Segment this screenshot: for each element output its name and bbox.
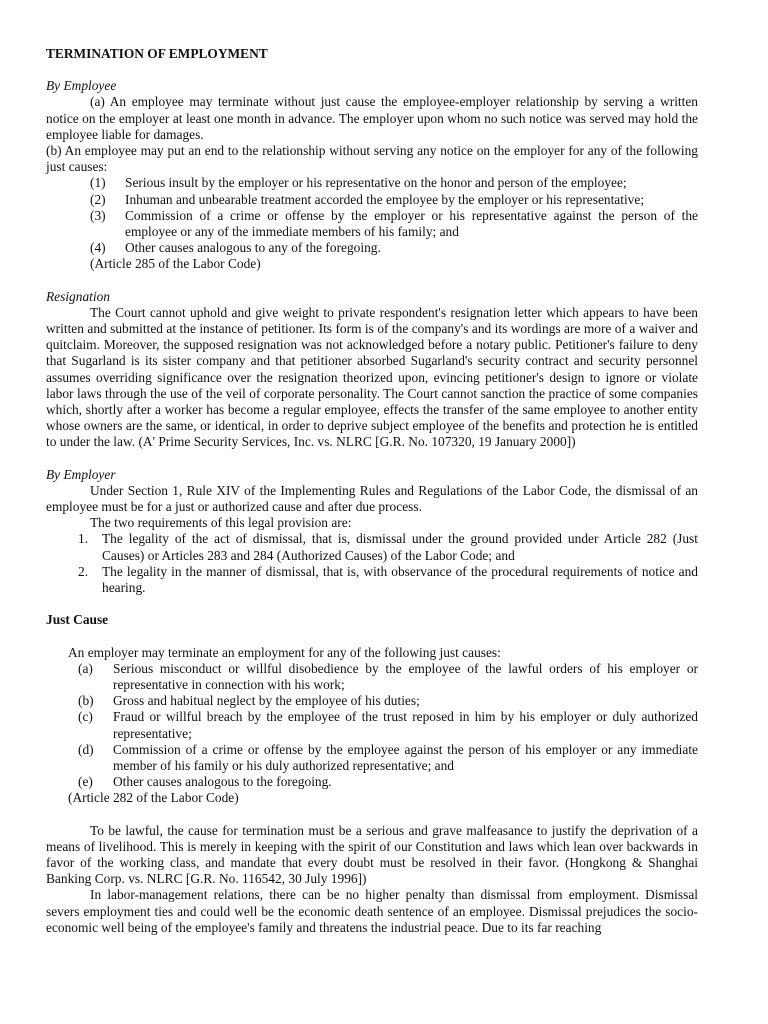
resignation-text: The Court cannot uphold and give weight to private respondent's resignation letter which appears to have been written and submitted at the instance of petitioner. Its form is of the company's and its wordings are more of a waiver and quitclaim. Moreover, the supposed resignation was not acknowledged before a notary public. Petitioner's failure to deny that Sugarland is its sister company and that petitioner absorbed Sugarland's security contract and security personnel assumes overriding significance over the resignation theorized upon, evincing petitioner's design to ignore or violate labor laws through the use of the veil of corporate personality. The Court cannot sanction the practice of some companies which, shortly after a worker has become a regular employee, effects the transfer of the same employee to another entity whose owners are the same, or identical, in order to deprive subject employee of the benefits and protection he is entitled to under the law. (A' Prime Security Services, Inc. vs. NLRC [G.R. No. 107320, 19 January 2000])	[46, 304, 698, 450]
just-cause-intro: An employer may terminate an employment for any of the following just causes:	[68, 644, 501, 660]
item-text: Serious insult by the employer or his representative on the honor and person of the employee;	[125, 175, 627, 191]
by-employee-para-a: (a) An employee may terminate without just cause the employee-employer relationship by serving a written notice on the employer at least one month in advance. The employer upon whom no such notice was served may hold the employee liable for damages.	[46, 94, 698, 142]
just-cause-para-1: To be lawful, the cause for termination must be a serious and grave malfeasance to justify the deprivation of a means of livelihood. This is merely in keeping with the spirit of our Constitution and laws which lean over backwards in favor of the working class, and mandate that every doubt must be resolved in their favor. (Hongkong & Shanghai Banking Corp. vs. NLRC [G.R. No. 116542, 30 July 1996])	[46, 822, 698, 887]
just-cause-heading: Just Cause	[46, 612, 109, 628]
by-employee-para-b: (b) An employee may put an end to the relationship without serving any notice on the employer for any of the following just causes:	[46, 143, 698, 175]
list-item	[90, 175, 698, 191]
item-text: Commission of a crime or offense by the employee against the person of his employer or any immediate member of his family or his duly authorized representative; and	[113, 741, 698, 773]
item-text: Gross and habitual neglect by the employee of his duties;	[113, 693, 420, 709]
employer-just-causes-list	[78, 661, 698, 791]
by-employer-heading: By Employer	[46, 466, 116, 482]
list-item	[78, 693, 698, 709]
list-item	[90, 192, 698, 208]
by-employee-citation: (Article 285 of the Labor Code)	[90, 256, 261, 272]
by-employer-para-1: Under Section 1, Rule XIV of the Implementing Rules and Regulations of the Labor Code, the dismissal of an employee must be for a just or authorized cause and after due process.	[46, 482, 698, 515]
item-text: Commission of a crime or offense by the employer or his representative against the person of the employee or any of the immediate members of his family; and	[125, 207, 698, 240]
just-cause-para-2: In labor-management relations, there can be no higher penalty than dismissal from employment. Dismissal severs employment ties and could well be the economic death sentence of an employee. Dismissal prejudices the socio-economic well being of the employee's family and threatens the industrial peace. Due to its far reaching	[46, 887, 698, 935]
list-item	[78, 774, 698, 790]
resignation-heading: Resignation	[46, 288, 110, 304]
list-item	[78, 531, 698, 563]
list-item	[78, 564, 698, 596]
by-employer-para-2: The two requirements of this legal provision are:	[90, 515, 352, 531]
item-number: (4)	[90, 240, 106, 256]
employee-just-causes-list	[90, 175, 698, 256]
item-text: The legality in the manner of dismissal, that is, with observance of the procedural requirements of notice and hearing.	[102, 563, 698, 596]
item-text: Inhuman and unbearable treatment accorded the employee by the employer or his representative;	[125, 191, 645, 207]
list-item	[90, 208, 698, 240]
document-title: TERMINATION OF EMPLOYMENT	[46, 46, 268, 61]
just-cause-citation: (Article 282 of the Labor Code)	[68, 790, 239, 806]
item-number: (1)	[90, 175, 106, 191]
list-item	[78, 742, 698, 774]
item-number: (b)	[78, 693, 94, 709]
list-item	[78, 661, 698, 693]
by-employee-heading: By Employee	[46, 78, 117, 94]
list-item	[90, 240, 698, 256]
item-text: Serious misconduct or willful disobedience by the employee of the lawful orders of his employer or representative in connection with his work;	[113, 660, 698, 692]
item-number: (3)	[90, 207, 106, 223]
item-number: 2.	[78, 563, 89, 579]
dismissal-requirements-list	[78, 531, 698, 596]
item-text: Fraud or willful breach by the employee of the trust reposed in him by his employer or duly authorized representative;	[113, 709, 698, 741]
list-item	[78, 709, 698, 741]
item-text: Other causes analogous to any of the foregoing.	[125, 240, 381, 256]
item-number: (c)	[78, 709, 93, 725]
item-number: (2)	[90, 191, 106, 207]
item-number: (e)	[78, 774, 93, 790]
item-number: (d)	[78, 741, 94, 757]
item-text: The legality of the act of dismissal, that is, dismissal under the ground provided under Article 282 (Just Causes) or Articles 283 and 284 (Authorized Causes) of the Labor Code; and	[102, 531, 698, 563]
item-number: 1.	[78, 531, 89, 547]
item-text: Other causes analogous to the foregoing.	[113, 774, 332, 790]
item-number: (a)	[78, 660, 93, 676]
